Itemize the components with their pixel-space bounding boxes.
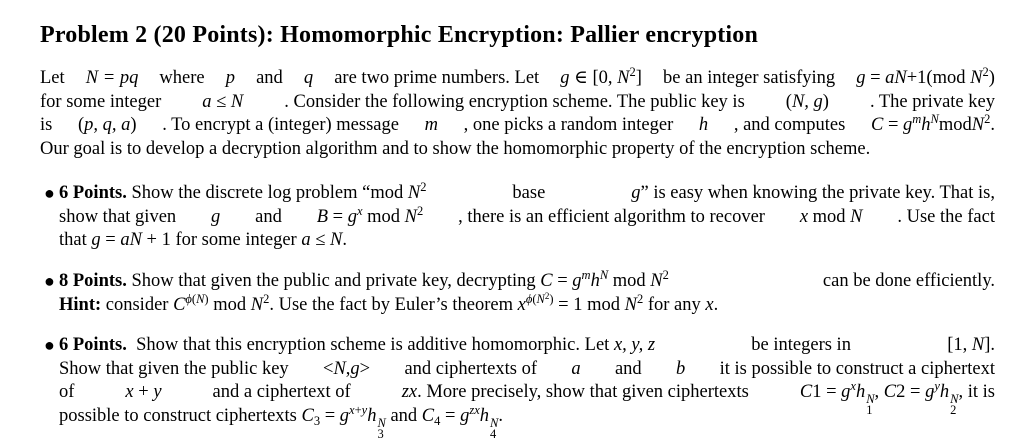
bullet-list [40, 334, 995, 441]
intro-line-4: Our goal is to develop a decryption algorithm and to show the homomorphic property of the encryption scheme. [40, 138, 871, 159]
list-item: ● 8 Points. Show that given the public and private key, decrypting $C = g^mh^N$ mod $N^2$ can be done efficiently. Hint: consider $C^{\phi(N)}$ mod $N^2$ . Use the fact by Euler’s theorem $x^{\phi(N^2)} = 1$ mod $N^2$ for any x. [44, 268, 995, 315]
bullet-icon: ● [44, 183, 55, 203]
problem-title: Problem 2 (20 Points): Homomorphic Encryption: Pallier encryption [40, 22, 759, 48]
intro-line-2: for some integer a ≤ N . Consider the following encryption scheme. The public key is (N, g) . The private key [40, 91, 995, 112]
intro-paragraph [40, 67, 995, 161]
intro-line-3: is (p, q, a) . To encrypt a (integer) message m , one picks a random integer h , and computes $C = g^mh^NmodN^2$. [40, 112, 995, 135]
bullet-icon: ● [44, 271, 55, 291]
list-item: ● 6 Points. Show the discrete log problem “mod $N^2$ base g” is easy when knowing the private key. That is, show that given g and $B = g^x$ mod $N^2$ , there is an efficient algorithm to recover x mod N . Use the fact that g = aN + 1 for some integer a ≤ N. [44, 180, 995, 250]
bullet-list [40, 270, 995, 317]
bullet-list [40, 182, 995, 253]
list-item: ● 6 Points. Show that this encryption scheme is additive homomorphic. Let x, y, z be integers in [1, N]. Show that given the public key <N,g> and ciphertexts of a and b it is possible to construct a ciphertext of x + y and a ciphertext of zx. More precisely, show that given ciphertexts $C1 = g^xh$ N 1 , $C2 = g^yh$ N 2 , it is possible to construct ciphertexts $C_3 = g^{x+y}h$ N 3 and $C_4 = g^{zx}h$ N 4 . [44, 335, 995, 441]
bullet-icon: ● [44, 335, 55, 355]
intro-line-1: Let N = pq where p and q are two prime numbers. Let g ∈ [0, $N^2$] be an integer satisfying g = aN+1(mod $N^2$) [40, 65, 995, 88]
